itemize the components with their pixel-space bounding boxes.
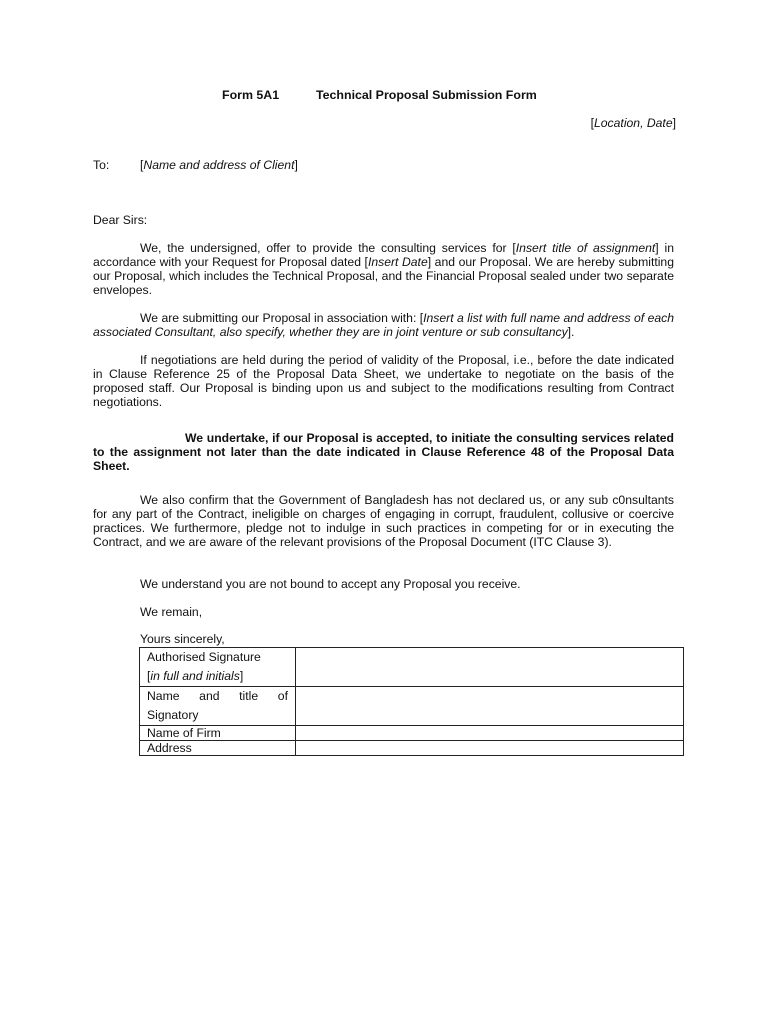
- label-authorised-signature: Authorised Signature [in full and initials]: [140, 648, 296, 687]
- form-number: Form 5A1: [222, 88, 280, 102]
- paragraph-negotiations: If negotiations are held during the period of validity of the Proposal, i.e., before the date indicated in Clause Reference 25 of the Proposal Data Sheet, we undertake to negotiate on the basis of the proposed staff. Our Proposal is binding upon us and subject to the modifications resulting from Contract negotiations.: [93, 353, 674, 409]
- table-row: [140, 648, 684, 687]
- label-name-of-firm: Name of Firm: [140, 726, 296, 741]
- paragraph-association: We are submitting our Proposal in association with: [Insert a list with full name and address of each associated Consultant, also specify, whether they are in joint venture or sub consultancy].: [93, 311, 674, 339]
- form-heading: [222, 88, 537, 102]
- salutation: Dear Sirs:: [93, 213, 148, 227]
- paragraph-undertaking: We undertake, if our Proposal is accepted, to initiate the consulting services related to the assignment not later than the date indicated in Clause Reference 48 of the Proposal Data Sheet.: [93, 431, 674, 473]
- client-address: [Name and address of Client]: [140, 158, 298, 172]
- label-address: Address: [140, 741, 296, 756]
- paragraph-confirmation: We also confirm that the Government of Bangladesh has not declared us, or any sub c0nsultants for any part of the Contract, ineligible on charges of engaging in corrupt, fraudulent, collusive or coercive practices. We furthermore, pledge not to indulge in such practices in competing for or in executing the Contract, and we are aware of the relevant provisions of the Proposal Document (ITC Clause 3).: [93, 493, 674, 549]
- client-placeholder: Name and address of Client: [143, 158, 295, 172]
- to-label: To:: [93, 158, 110, 172]
- location-date: [Location, Date]: [590, 116, 676, 130]
- authorised-signature-field[interactable]: [296, 648, 684, 687]
- closing-remain: We remain,: [140, 605, 203, 619]
- signature-table: [139, 647, 684, 756]
- paragraph-offer: We, the undersigned, offer to provide the consulting services for [Insert title of assignment] in accordance with your Request for Proposal dated [Insert Date] and our Proposal. We are hereby submitting our Proposal, which includes the Technical Proposal, and the Financial Proposal sealed under two separate envelopes.: [93, 241, 675, 297]
- form-title: Technical Proposal Submission Form: [316, 88, 537, 102]
- name-title-field[interactable]: [296, 687, 684, 726]
- table-row: [140, 726, 684, 741]
- paragraph-not-bound: We understand you are not bound to accept any Proposal you receive.: [140, 577, 521, 591]
- table-row: [140, 741, 684, 756]
- address-field[interactable]: [296, 741, 684, 756]
- location-date-placeholder: Location, Date: [594, 116, 673, 130]
- label-name-title: Name and title of Signatory: [140, 687, 296, 726]
- name-of-firm-field[interactable]: [296, 726, 684, 741]
- closing-sincerely: Yours sincerely,: [140, 632, 225, 646]
- table-row: [140, 687, 684, 726]
